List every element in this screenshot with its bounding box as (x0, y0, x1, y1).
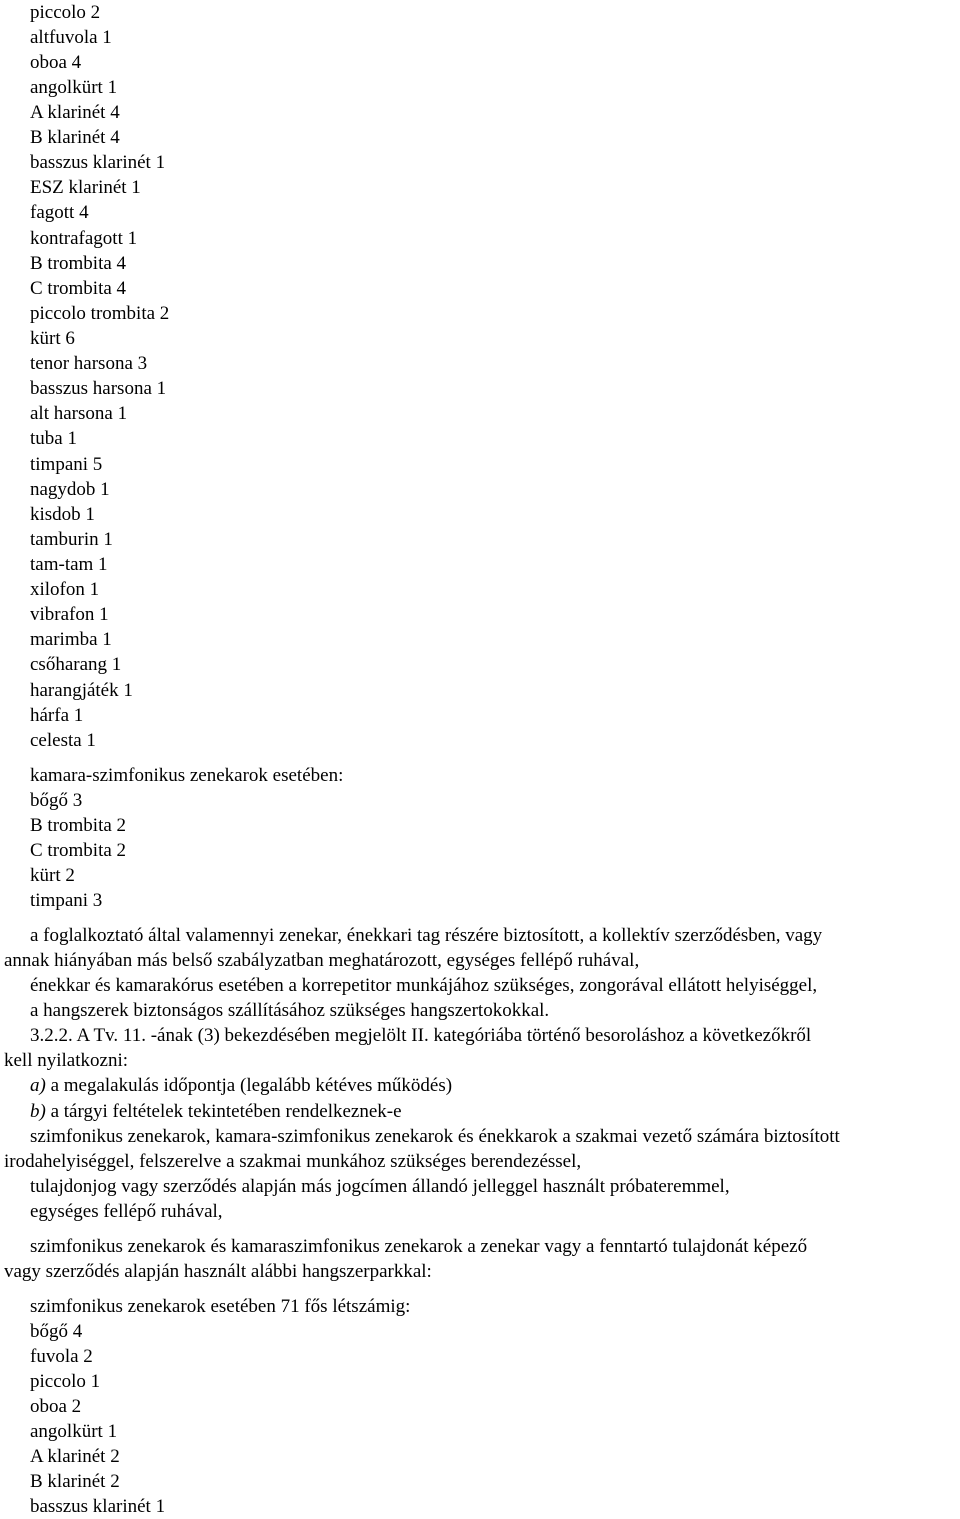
list-item: fagott 4 (30, 202, 89, 223)
list-item: tam-tam 1 (30, 554, 108, 575)
list-item: piccolo 1 (30, 1371, 101, 1392)
list-item: kisdob 1 (30, 504, 95, 525)
list-item: bőgő 3 (30, 790, 83, 811)
list-item: tuba 1 (30, 428, 77, 449)
list-item: B klarinét 2 (30, 1471, 120, 1492)
kamara-heading: kamara-szimfonikus zenekarok esetében: (30, 765, 344, 786)
list-item: kürt 6 (30, 328, 75, 349)
list-item: timpani 5 (30, 454, 103, 475)
list-item: B trombita 4 (30, 253, 127, 274)
list-item: celesta 1 (30, 730, 96, 751)
list-item: bőgő 4 (30, 1321, 83, 1342)
item-b (30, 1099, 402, 1124)
list-item: timpani 3 (30, 890, 103, 911)
text-line: tulajdonjog vagy szerződés alapján más jogcímen állandó jelleggel használt próbateremmel, (30, 1176, 730, 1197)
list-item: vibrafon 1 (30, 604, 109, 625)
section-heading: 3.2.2. A Tv. 11. -ának (3) bekezdésében megjelölt II. kategóriába történő besoroláshoz a következőkről (30, 1025, 812, 1046)
text-line: szimfonikus zenekarok és kamaraszimfonikus zenekarok a zenekar vagy a fenntartó tulajdonát képező (30, 1236, 808, 1257)
list-item: tenor harsona 3 (30, 353, 148, 374)
list-item: piccolo trombita 2 (30, 303, 170, 324)
text-line: kell nyilatkozni: (4, 1050, 129, 1071)
text-line: énekkar és kamarakórus esetében a korrepetitor munkájához szükséges, zongorával ellátott helyiséggel, (30, 975, 818, 996)
list-item: angolkürt 1 (30, 1421, 118, 1442)
list-item: oboa 4 (30, 52, 82, 73)
list-item: C trombita 4 (30, 278, 127, 299)
item-a-text: a megalakulás időpontja (legalább kétéves működés) (45, 1075, 453, 1096)
item-b-marker: b) (30, 1101, 46, 1122)
list-item: angolkürt 1 (30, 77, 118, 98)
list-item: hárfa 1 (30, 705, 84, 726)
text-line: vagy szerződés alapján használt alábbi hangszerparkkal: (4, 1261, 432, 1282)
list-item: oboa 2 (30, 1396, 82, 1417)
list-item: nagydob 1 (30, 479, 110, 500)
text-line: a hangszerek biztonságos szállításához szükséges hangszertokokkal. (30, 1000, 550, 1021)
list-item: csőharang 1 (30, 654, 122, 675)
list-item: piccolo 2 (30, 2, 101, 23)
list-item: B trombita 2 (30, 815, 127, 836)
text-line: szimfonikus zenekarok, kamara-szimfonikus zenekarok és énekkarok a szakmai vezető számára biztosított (30, 1126, 840, 1147)
text-line: egységes fellépő ruhával, (30, 1201, 223, 1222)
list-item: basszus klarinét 1 (30, 152, 166, 173)
text-line: a foglalkoztató által valamennyi zenekar, énekkari tag részére biztosított, a kollektív szerződésben, vagy (30, 925, 823, 946)
list-item: marimba 1 (30, 629, 112, 650)
list-item: C trombita 2 (30, 840, 127, 861)
list-item: harangjáték 1 (30, 680, 133, 701)
list-item: xilofon 1 (30, 579, 100, 600)
list-item: alt harsona 1 (30, 403, 128, 424)
list-item: altfuvola 1 (30, 27, 112, 48)
list-item: tamburin 1 (30, 529, 113, 550)
item-a (30, 1073, 452, 1098)
text-line: annak hiányában más belső szabályzatban meghatározott, egységes fellépő ruhával, (4, 950, 640, 971)
list-item: basszus klarinét 1 (30, 1496, 166, 1517)
list-item: A klarinét 4 (30, 102, 120, 123)
item-b-text: a tárgyi feltételek tekintetében rendelkeznek-e (45, 1101, 402, 1122)
szimf-heading: szimfonikus zenekarok esetében 71 fős létszámig: (30, 1296, 411, 1317)
list-item: A klarinét 2 (30, 1446, 120, 1467)
list-item: fuvola 2 (30, 1346, 93, 1367)
text-line: irodahelyiséggel, felszerelve a szakmai munkához szükséges berendezéssel, (4, 1151, 582, 1172)
list-item: kürt 2 (30, 865, 75, 886)
list-item: ESZ klarinét 1 (30, 177, 141, 198)
list-item: kontrafagott 1 (30, 228, 138, 249)
list-item: B klarinét 4 (30, 127, 120, 148)
list-item: basszus harsona 1 (30, 378, 167, 399)
item-a-marker: a) (30, 1075, 46, 1096)
